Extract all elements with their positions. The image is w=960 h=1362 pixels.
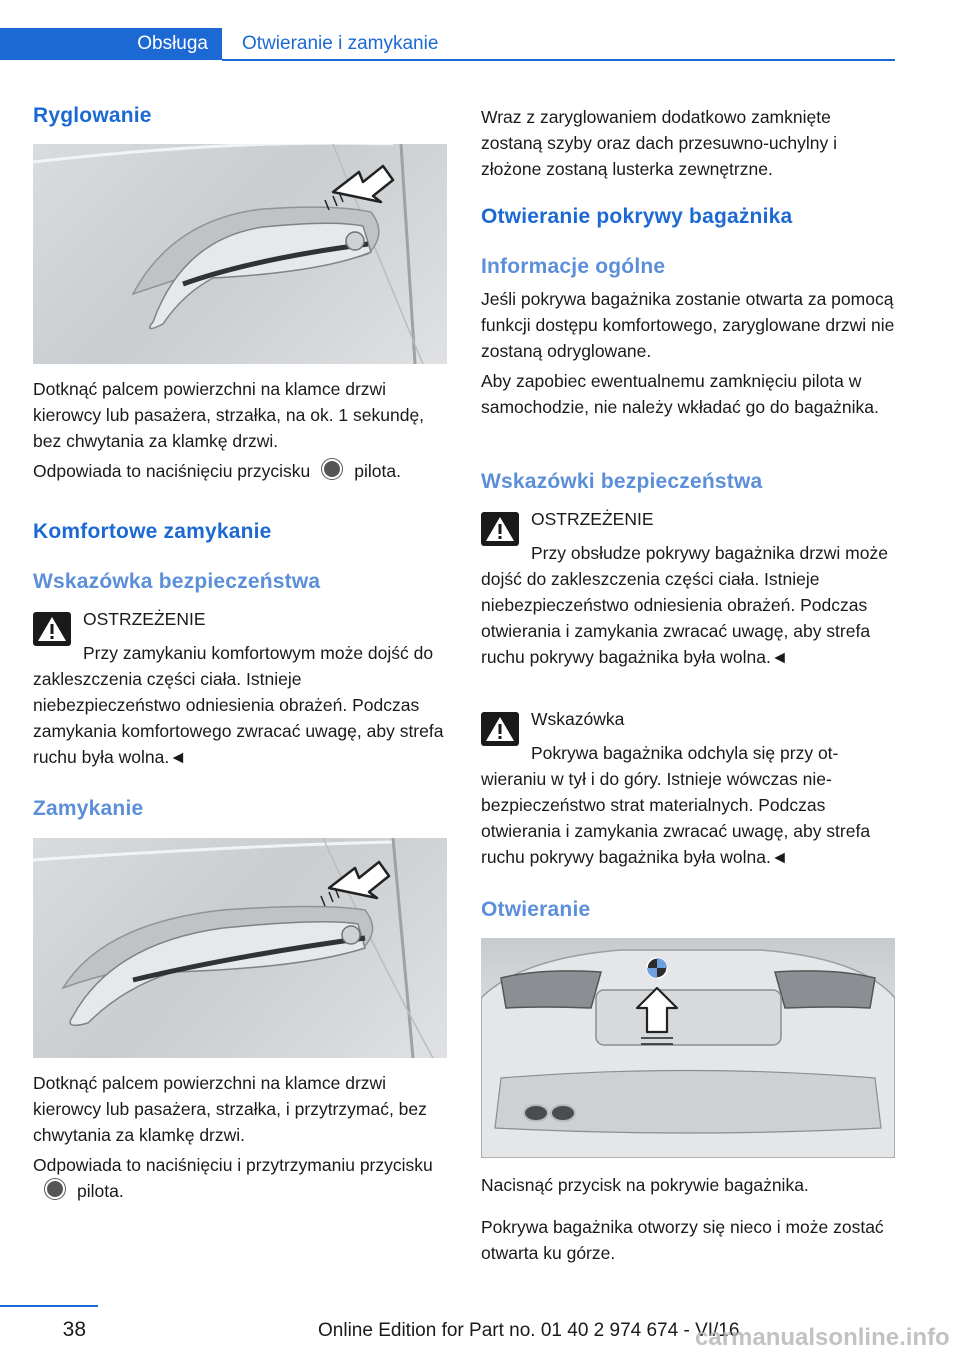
- warning-title: OSTRZEŻENIE: [531, 509, 654, 529]
- warning-text: Przy obsłudze pokrywy bagażnika drzwi może dojść do zakleszczenia części ciała. Istnieje niebezpieczeństwo odniesienia obrażeń. Podczas otwierania i zamykania zwracać uwagę, aby strefa ruchu pokrywy bagażnika była wolna.◄: [481, 543, 888, 667]
- paragraph-zamykanie-1: Dotknąć palcem powierzchni na klamce drzwi kierowcy lub pasażera, strzałka, i przytrzymać, bez chwytania za klamkę drzwi.: [33, 1073, 427, 1145]
- text-part: pilota.: [354, 461, 401, 481]
- door-handle-image-lock: [33, 144, 447, 364]
- paragraph-intro: Wraz z zaryglowaniem dodatkowo zamknięte zostaną szyby oraz dach przesuwno-uchylny i złożone zostaną lusterka zewnętrzne.: [481, 107, 838, 179]
- text-part: pilota.: [77, 1181, 124, 1201]
- paragraph-ryglowanie-1: Dotknąć palcem powierzchni na klamce drzwi kierowcy lub pasażera, strzałka, na ok. 1 sekundę, bez chwytania za klamkę drzwi.: [33, 379, 425, 451]
- paragraph-info-2: Aby zapobiec ewentualnemu zamknięciu pilota w samochodzie, nie należy wkładać go do bagażnika.: [481, 371, 879, 417]
- header-rule: [222, 59, 895, 61]
- remote-lock-icon: [45, 1179, 65, 1199]
- warning-title: OSTRZEŻENIE: [83, 609, 206, 629]
- caution-title: Wskazówka: [531, 709, 625, 729]
- paragraph-otwieranie-2: Pokrywa bagażnika otworzy się nieco i może zostać otwarta ku górze.: [481, 1217, 884, 1263]
- chapter-tab[interactable]: Otwieranie i zamykanie: [242, 33, 439, 54]
- text-part: Odpowiada to naciśnięciu i przytrzymaniu przycisku: [33, 1155, 433, 1175]
- paragraph-ryglowanie-2: [33, 458, 447, 484]
- heading-ryglowanie: Ryglowanie: [33, 104, 152, 127]
- heading-otwieranie: Otwieranie: [481, 898, 591, 921]
- watermark: carmanualsonline.info: [695, 1324, 950, 1351]
- warning-text: Przy zamykaniu komfortowym może dojść do zakleszczenia części ciała. Istnieje niebezpieczeństwo odniesienia obrażeń. Podczas zamykania komfortowego zwracać uwagę, aby strefa ruchu była wolna.◄: [33, 643, 444, 767]
- heading-zamykanie: Zamykanie: [33, 797, 144, 820]
- door-handle-illustration: [33, 838, 447, 1058]
- remote-lock-icon: [322, 459, 342, 479]
- paragraph-info-1: Jeśli pokrywa bagażnika zostanie otwarta za pomocą funkcji dostępu komfortowego, zaryglowane drzwi nie zostaną odryglowane.: [481, 289, 895, 361]
- text-part: Odpowiada to naciśnięciu przycisku: [33, 461, 311, 481]
- caution-text: Pokrywa bagażnika odchyla się przy otwieraniu w tył i do góry. Istnieje wówczas niebezpieczeństwo strat materialnych. Podczas otwierania i zamykania zwracać uwagę, aby strefa ruchu pokrywy bagażnika była wolna.◄: [481, 743, 871, 867]
- heading-informacje-ogolne: Informacje ogólne: [481, 255, 666, 278]
- door-handle-image-close: [33, 838, 447, 1058]
- heading-komfortowe-zamykanie: Komfortowe zamykanie: [33, 520, 272, 543]
- trunk-illustration: [481, 938, 895, 1158]
- page-number: 38: [62, 1318, 86, 1341]
- door-handle-illustration: [33, 144, 447, 364]
- paragraph-zamykanie-2: [33, 1152, 447, 1204]
- heading-otwieranie-pokrywy: Otwieranie pokrywy bagażnika: [481, 205, 793, 228]
- edition-text: Online Edition for Part no. 01 40 2 974 674 - VI/16: [318, 1320, 740, 1341]
- heading-wskazowka-bezpieczenstwa: Wskazówka bezpieczeństwa: [33, 570, 321, 593]
- heading-wskazowki-bezpieczenstwa: Wskazówki bezpieczeństwa: [481, 470, 763, 493]
- paragraph-otwieranie-1: Nacisnąć przycisk na pokrywie bagażnika.: [481, 1175, 809, 1195]
- trunk-image: [481, 938, 895, 1158]
- section-tab[interactable]: Obsługa: [0, 28, 222, 60]
- footer-rule: [0, 1305, 98, 1307]
- header-bar: [0, 28, 895, 60]
